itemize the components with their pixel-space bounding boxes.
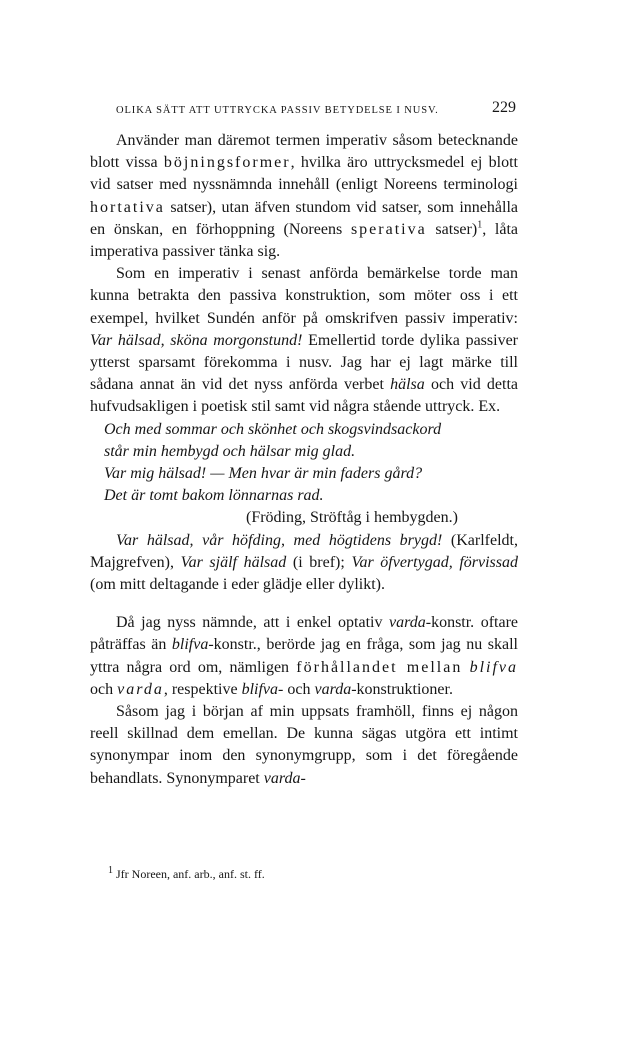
text-segment: Såsom jag i början af min uppsats framhöll, finns ej någon reell skillnad dem emellan. De kunna sägas utgöra ett intimt synonympar inom den synonymgrupp, som i det föregående behandlats. Synonymparet — [90, 703, 518, 787]
page-number: 229 — [492, 99, 516, 116]
poem-attribution: (Fröding, Ströftåg i hembygden.) — [246, 509, 458, 527]
example-word: varda — [117, 680, 164, 698]
text-segment: satser) — [426, 220, 478, 238]
poem-line: Var mig hälsad! — Men hvar är min faders gård? — [104, 465, 423, 483]
example-word: varda — [314, 680, 352, 698]
paragraph-synonym-pair — [90, 701, 518, 790]
poem-line: Det är tomt bakom lönnarnas rad. — [104, 487, 324, 505]
paragraph-passive-construction — [90, 263, 518, 418]
text-segment: - — [300, 769, 306, 787]
example-quote: Var hälsad, sköna morgonstund! — [90, 331, 303, 349]
text-segment: Som en imperativ i senast anförda bemärkelse torde man kunna betrakta den passiva konstruktion, som möter oss i ett exempel, hvilket Sundén anför på omskrifven passiv imperativ: — [90, 265, 518, 327]
main-text — [90, 130, 518, 790]
poem-quotation — [90, 419, 518, 530]
example-word: varda — [263, 769, 301, 787]
spaced-term: böjningsformer — [163, 154, 291, 172]
text-segment: (Karlfeldt, Majgrefven), — [90, 531, 518, 571]
text-segment: satser), utan äfven stundom vid satser, som innehålla en önskan, en förhoppning (Noreens — [90, 198, 518, 238]
text-segment: -konstr. oftare påträffas än — [90, 614, 519, 654]
footnote — [108, 866, 508, 882]
text-segment: (i bref); — [286, 553, 352, 571]
paragraph-examples — [90, 530, 518, 597]
text-segment — [462, 659, 469, 676]
page-header — [116, 99, 516, 123]
footnote-text: Jfr Noreen, anf. arb., anf. st. ff. — [113, 867, 265, 881]
running-title: OLIKA SÄTT ATT UTTRYCKA PASSIV BETYDELSE I NUSV. — [116, 105, 439, 116]
example-quote: Var öfvertygad, förvissad — [351, 553, 518, 571]
example-word: blifva — [171, 636, 209, 654]
example-quote: Var hälsad, vår höfding, med högtidens brygd! — [116, 531, 443, 549]
text-segment: - och — [278, 680, 315, 698]
text-segment: Emellertid torde dylika passiver ytterst sparsamt förekomma i nusv. Jag har ej lagt märke till sådana annat än vid det nyss anförda verbet — [90, 331, 518, 394]
text-segment: Använder man däremot termen imperativ såsom betecknande blott vissa — [90, 132, 518, 172]
footnote-marker: 1 — [108, 865, 113, 876]
text-segment: , hvilka äro uttrycksmedel ej blott vid satser med nyssnämnda innehåll (enligt Noreens terminologi — [90, 154, 518, 194]
text-segment: , respektive — [163, 680, 242, 698]
paragraph-blifva-varda — [90, 612, 518, 701]
text-segment: -konstr., berörde jag en fråga, som jag nu skall yttra några ord om, nämligen — [90, 636, 519, 676]
text-segment: och — [90, 680, 118, 698]
poem-line: står min hembygd och hälsar mig glad. — [104, 442, 356, 460]
example-word: varda — [389, 614, 426, 632]
paragraph-imperativ-definition — [90, 130, 518, 263]
example-word: blifva — [469, 658, 519, 676]
footnote-reference: 1 — [477, 219, 483, 231]
text-segment: -konstruktioner. — [351, 680, 453, 698]
text-segment: Då jag nyss nämnde, att i enkel optativ — [116, 614, 389, 632]
text-segment: , låta imperativa passiver tänka sig. — [90, 220, 519, 261]
text-segment: och vid detta hufvudsakligen i poetisk stil samt vid några stående uttryck. Ex. — [90, 376, 519, 416]
example-word: hälsa — [390, 376, 425, 394]
poem-line: Och med sommar och skönhet och skogsvindsackord — [104, 420, 442, 438]
example-word: blifva — [241, 680, 279, 698]
spaced-term: hortativa — [90, 198, 165, 216]
section-break — [90, 596, 518, 612]
text-segment: (om mitt deltagande i eder glädje eller dylikt). — [90, 576, 386, 594]
example-quote: Var själf hälsad — [180, 553, 287, 571]
spaced-term: sperativa — [350, 220, 427, 238]
spaced-term: förhållandet mellan — [296, 658, 463, 676]
